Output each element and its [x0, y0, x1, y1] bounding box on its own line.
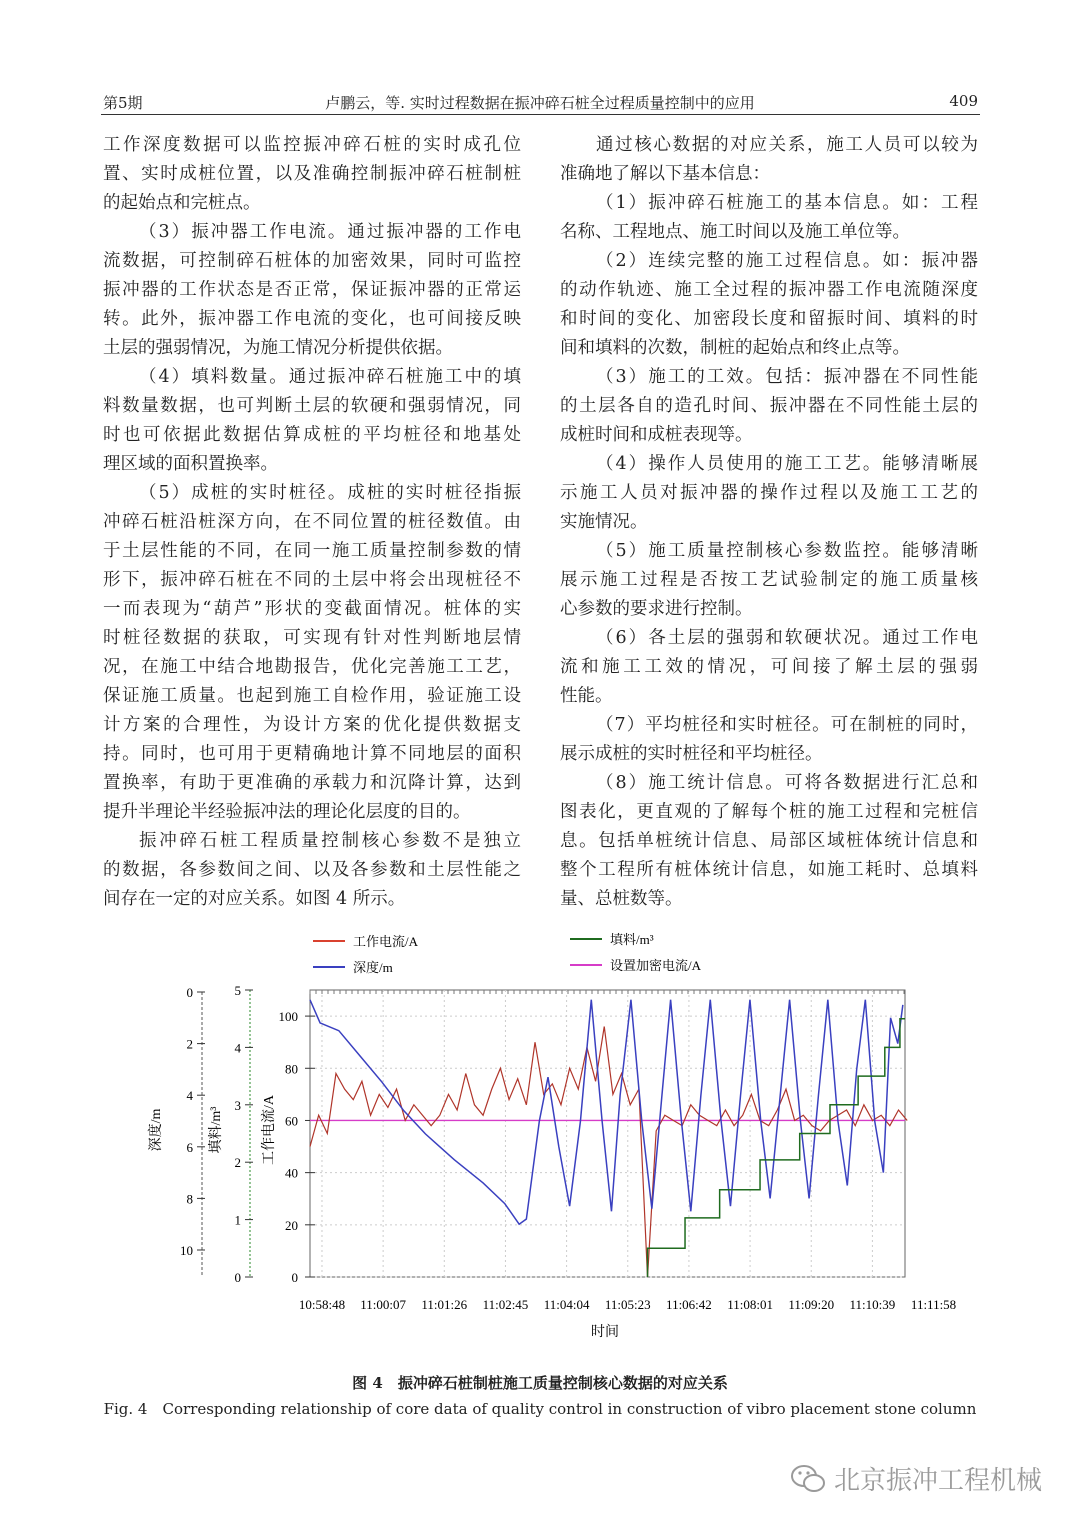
x-tick-label: 11:09:20	[788, 1297, 835, 1312]
text-line: （4）操作人员使用的施工工艺。能够清晰展	[596, 454, 978, 474]
current-tick-label: 20	[285, 1217, 298, 1233]
depth-tick-label: 4	[186, 1088, 193, 1104]
text-line: （1）振冲碎石桩施工的基本信息。如：工程	[596, 193, 978, 213]
text-line: （5）施工质量控制核心参数监控。能够清晰	[596, 541, 978, 561]
x-tick-label: 11:08:01	[727, 1297, 773, 1312]
running-title: 卢鹏云，等. 实时过程数据在振冲碎石桩全过程质量控制中的应用	[325, 94, 755, 112]
text-line: 冲碎石桩沿桩深方向，在不同位置的桩径数值。由	[103, 512, 521, 532]
text-line: 振冲碎石桩工程质量控制核心参数不是独立	[139, 831, 521, 851]
fill-axis-title: 填料/m³	[209, 1106, 224, 1154]
text-line: 置换率，有助于更准确的承载力和沉降计算，达到	[103, 773, 521, 793]
depth-tick-label: 6	[186, 1139, 193, 1155]
current-series-line	[310, 1027, 907, 1277]
text-line: 准确地了解以下基本信息：	[560, 164, 770, 184]
text-line: 一而表现为“葫芦”形状的变截面情况。桩体的实	[103, 599, 521, 619]
x-tick-label: 11:01:26	[421, 1297, 468, 1312]
text-line: 实施情况。	[560, 512, 648, 532]
fill-tick-label: 1	[234, 1212, 241, 1228]
x-tick-label: 11:02:45	[482, 1297, 529, 1312]
text-line: 置、实时成桩位置，以及准确控制振冲碎石桩制桩	[103, 164, 521, 184]
watermark-text: 北京振冲工程机械	[834, 1466, 1043, 1496]
x-tick-label: 10:58:48	[298, 1297, 346, 1312]
text-line: （5）成桩的实时桩径。成桩的实时桩径指振	[139, 483, 521, 503]
text-line: （4）填料数量。通过振冲碎石桩施工中的填	[139, 367, 521, 387]
current-tick-label: 40	[285, 1165, 298, 1181]
text-line: （3）振冲器工作电流。通过振冲器的工作电	[139, 222, 521, 242]
text-line: 的土层各自的造孔时间、振冲器在不同性能土层的	[560, 396, 978, 416]
x-tick-label: 11:11:58	[910, 1297, 957, 1312]
text-line: 展示成桩的实时桩径和平均桩径。	[560, 744, 823, 764]
depth-tick-label: 2	[186, 1036, 193, 1052]
fill-series-line	[648, 1019, 905, 1277]
depth-tick-label: 0	[186, 985, 193, 1000]
legend-label: 深度/m	[353, 960, 393, 975]
text-line: 料数量数据，也可判断土层的软硬和强弱情况，同	[103, 396, 521, 416]
text-line: 名称、工程地点、施工时间以及施工单位等。	[560, 222, 910, 242]
text-line: 理区域的面积置换率。	[103, 454, 278, 474]
text-line: （7）平均桩径和实时桩径。可在制桩的同时，	[596, 715, 978, 735]
figure-caption-cn: 图 4 振冲碎石桩制桩施工质量控制核心数据的对应关系	[352, 1374, 728, 1392]
text-line: 间存在一定的对应关系。如图 4 所示。	[103, 889, 406, 909]
text-line: 心参数的要求进行控制。	[560, 599, 753, 619]
text-line: 间和填料的次数，制桩的起始点和终止点等。	[560, 338, 910, 358]
text-line: 计方案的合理性，为设计方案的优化提供数据支	[103, 715, 521, 735]
page-number: 409	[949, 92, 978, 110]
text-line: 流和施工工效的情况，可间接了解土层的强弱	[560, 657, 978, 677]
text-line: 转。此外，振冲器工作电流的变化，也可间接反映	[103, 309, 521, 329]
text-line: 的数据，各参数间之间、以及各参数和土层性能之	[103, 860, 521, 880]
text-line: 时也可依据此数据估算成桩的平均桩径和地基处	[103, 425, 521, 445]
current-tick-label: 80	[285, 1061, 298, 1077]
fill-tick-label: 5	[234, 983, 241, 998]
text-line: 振冲器的工作状态是否正常，保证振冲器的正常运	[103, 280, 521, 300]
depth-tick-label: 8	[186, 1191, 193, 1207]
text-line: 土层的强弱情况，为施工情况分析提供依据。	[103, 338, 453, 358]
depth-series-line	[310, 1000, 903, 1224]
text-line: 持。同时，也可用于更精确地计算不同地层的面积	[103, 744, 521, 764]
text-line: 提升半理论半经验振冲法的理论化层度的目的。	[103, 802, 471, 822]
header-rule	[101, 114, 980, 115]
fill-tick-label: 0	[234, 1270, 241, 1285]
depth-axis-title: 深度/m	[149, 1108, 164, 1152]
text-line: 图表化，更直观的了解每个桩的施工过程和完桩信	[560, 802, 978, 822]
fill-tick-label: 4	[234, 1040, 241, 1056]
x-axis-title: 时间	[591, 1325, 619, 1340]
text-line: 息。包括单桩统计信息、局部区域桩体统计信息和	[560, 831, 978, 851]
text-line: 况，在施工中结合地勘报告，优化完善施工工艺，	[103, 657, 521, 677]
issue-number: 第5期	[103, 94, 143, 112]
x-tick-label: 11:10:39	[849, 1297, 896, 1312]
text-line: 形下，振冲碎石桩在不同的土层中将会出现桩径不	[103, 570, 521, 590]
text-line: 的动作轨迹、施工全过程的振冲器工作电流随深度	[560, 280, 978, 300]
text-line: 整个工程所有桩体统计信息，如施工耗时、总填料	[560, 860, 978, 880]
text-line: （3）施工的工效。包括：振冲器在不同性能	[596, 367, 978, 387]
wechat-icon	[790, 1464, 826, 1494]
figure-4-chart	[0, 920, 1080, 1350]
legend-label: 设置加密电流/A	[610, 958, 702, 973]
depth-tick-label: 10	[180, 1243, 193, 1258]
x-tick-label: 11:05:23	[604, 1297, 651, 1312]
text-line: 流数据，可控制碎石桩体的加密效果，同时可监控	[103, 251, 521, 271]
fill-tick-label: 3	[234, 1097, 241, 1113]
x-tick-label: 11:04:04	[543, 1297, 590, 1312]
current-tick-label: 100	[278, 1009, 298, 1025]
text-line: 和时间的变化、加密段长度和留振时间、填料的时	[560, 309, 978, 329]
x-tick-label: 11:06:42	[666, 1297, 712, 1312]
legend-label: 工作电流/A	[353, 934, 419, 949]
x-tick-label: 11:00:07	[360, 1297, 407, 1312]
current-tick-label: 60	[285, 1113, 298, 1129]
text-line: 时桩径数据的获取，可实现有针对性判断地层情	[103, 628, 521, 648]
current-axis-title: 工作电流/A	[262, 1095, 277, 1165]
text-line: 量、总桩数等。	[560, 889, 683, 909]
right-column	[560, 131, 978, 914]
text-line: （6）各土层的强弱和软硬状况。通过工作电	[596, 628, 978, 648]
text-line: 的起始点和完桩点。	[103, 193, 261, 213]
text-line: 展示施工过程是否按工艺试验制定的施工质量核	[560, 570, 978, 590]
left-column	[103, 131, 521, 914]
text-line: 性能。	[560, 686, 613, 706]
text-line: 示施工人员对振冲器的操作过程以及施工工艺的	[560, 483, 978, 503]
text-line: 通过核心数据的对应关系，施工人员可以较为	[596, 135, 978, 155]
legend-label: 填料/m³	[610, 932, 654, 947]
current-tick-label: 0	[291, 1270, 298, 1285]
text-line: 于土层性能的不同，在同一施工质量控制参数的情	[103, 541, 521, 561]
text-line: （2）连续完整的施工过程信息。如：振冲器	[596, 251, 978, 271]
text-line: 成桩时间和成桩表现等。	[560, 425, 753, 445]
watermark	[790, 1460, 1042, 1497]
text-line: 工作深度数据可以监控振冲碎石桩的实时成孔位	[103, 135, 521, 155]
text-line: （8）施工统计信息。可将各数据进行汇总和	[596, 773, 978, 793]
fill-tick-label: 2	[234, 1155, 241, 1171]
figure-caption-en: Fig. 4 Corresponding relationship of core data of quality control in construction of vibro placement stone column	[103, 1400, 977, 1418]
text-line: 保证施工质量。也起到施工自检作用，验证施工设	[103, 686, 521, 706]
